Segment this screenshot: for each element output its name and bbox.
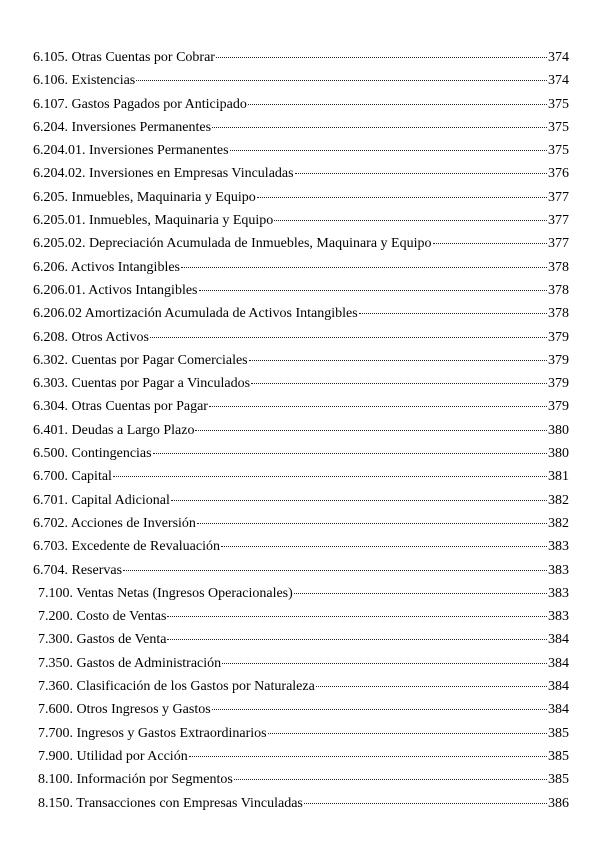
toc-entry-number: 6.703. xyxy=(33,539,68,555)
toc-entry-page: 384 xyxy=(548,679,569,695)
toc-entry xyxy=(33,395,569,418)
toc-entry-title xyxy=(33,419,194,442)
toc-entry-text: Capital Adicional xyxy=(71,492,170,508)
toc-entry-number: 8.100. xyxy=(38,772,73,788)
dot-leader xyxy=(209,406,547,407)
toc-entry-number: 6.106. xyxy=(33,73,68,89)
toc-entry xyxy=(33,116,569,139)
dot-leader xyxy=(304,803,547,804)
toc-entry xyxy=(33,628,569,651)
toc-entry xyxy=(33,209,569,232)
toc-entry xyxy=(33,232,569,255)
toc-entry-text: Inmuebles, Maquinaria y Equipo xyxy=(89,213,274,229)
toc-entry-text: Reservas xyxy=(71,562,123,578)
toc-entry xyxy=(33,302,569,325)
toc-entry-number: 7.300. xyxy=(38,632,73,648)
dot-leader xyxy=(150,337,547,338)
toc-entry-title xyxy=(38,605,166,628)
dot-leader xyxy=(216,57,547,58)
toc-entry-title xyxy=(33,489,170,512)
toc-entry xyxy=(33,139,569,162)
toc-entry xyxy=(33,698,569,721)
table-of-contents xyxy=(33,46,569,815)
toc-entry-page: 378 xyxy=(548,259,569,275)
toc-entry-title xyxy=(33,93,247,116)
toc-entry xyxy=(33,745,569,768)
toc-entry-number: 6.700. xyxy=(33,469,68,485)
toc-entry xyxy=(33,535,569,558)
dot-leader xyxy=(189,756,547,757)
toc-entry-number: 6.205.01. xyxy=(33,213,86,229)
toc-entry-page: 385 xyxy=(548,725,569,741)
toc-entry-text: Otros Ingresos y Gastos xyxy=(76,702,211,718)
toc-entry xyxy=(33,162,569,185)
toc-entry-title xyxy=(33,46,215,69)
toc-entry-page: 385 xyxy=(548,748,569,764)
toc-entry-title xyxy=(38,792,303,815)
toc-entry-text: Capital xyxy=(71,469,112,485)
toc-entry xyxy=(33,465,569,488)
toc-entry-title xyxy=(33,139,229,162)
toc-entry-text: Costo de Ventas xyxy=(76,609,167,625)
dot-leader xyxy=(274,220,547,221)
toc-entry-page: 386 xyxy=(548,795,569,811)
toc-entry xyxy=(33,768,569,791)
dot-leader xyxy=(234,779,547,780)
toc-entry-number: 6.107. xyxy=(33,96,68,112)
toc-entry-page: 379 xyxy=(548,329,569,345)
toc-entry-text: Existencias xyxy=(71,73,136,89)
toc-entry-title xyxy=(33,535,220,558)
toc-entry-number: 6.205.02. xyxy=(33,236,86,252)
toc-entry-title xyxy=(33,559,122,582)
dot-leader xyxy=(123,570,547,571)
toc-entry-page: 383 xyxy=(548,539,569,555)
dot-leader xyxy=(251,383,547,384)
toc-entry-text: Acciones de Inversión xyxy=(70,515,196,531)
toc-entry-text: Amortización Acumulada de Activos Intangibles xyxy=(84,306,358,322)
toc-entry-text: Inversiones Permanentes xyxy=(71,119,212,135)
toc-entry-text: Activos Intangibles xyxy=(88,282,198,298)
dot-leader xyxy=(295,173,547,174)
toc-entry-page: 383 xyxy=(548,562,569,578)
toc-entry-text: Gastos de Venta xyxy=(76,632,167,648)
toc-entry-text: Depreciación Acumulada de Inmuebles, Maquinara y Equipo xyxy=(89,236,432,252)
toc-entry-text: Cuentas por Pagar a Vinculados xyxy=(71,376,251,392)
toc-entry-number: 7.200. xyxy=(38,609,73,625)
toc-entry-title xyxy=(38,722,267,745)
toc-entry-text: Excedente de Revaluación xyxy=(71,539,220,555)
toc-entry xyxy=(33,792,569,815)
toc-entry-text: Inversiones en Empresas Vinculadas xyxy=(89,166,294,182)
toc-entry-page: 378 xyxy=(548,282,569,298)
toc-entry-page: 376 xyxy=(548,166,569,182)
toc-entry-number: 7.900. xyxy=(38,748,73,764)
toc-entry xyxy=(33,559,569,582)
toc-entry xyxy=(33,256,569,279)
toc-entry-page: 374 xyxy=(548,73,569,89)
toc-entry-title xyxy=(33,256,180,279)
dot-leader xyxy=(268,733,547,734)
toc-entry-text: Gastos Pagados por Anticipado xyxy=(71,96,247,112)
dot-leader xyxy=(113,476,547,477)
dot-leader xyxy=(230,150,547,151)
toc-entry-text: Transacciones con Empresas Vinculadas xyxy=(76,795,303,811)
toc-entry-text: Ventas Netas (Ingresos Operacionales) xyxy=(76,585,293,601)
toc-entry-number: 6.704. xyxy=(33,562,68,578)
toc-entry xyxy=(33,419,569,442)
toc-entry-number: 6.206.01. xyxy=(33,282,86,298)
toc-entry-number: 6.206.02 xyxy=(33,306,82,322)
toc-entry-number: 6.303. xyxy=(33,376,68,392)
dot-leader xyxy=(221,546,547,547)
toc-entry-title xyxy=(33,232,432,255)
dot-leader xyxy=(249,360,547,361)
toc-entry xyxy=(33,186,569,209)
toc-entry-title xyxy=(38,698,211,721)
toc-entry-text: Ingresos y Gastos Extraordinarios xyxy=(76,725,267,741)
toc-entry-number: 6.401. xyxy=(33,422,68,438)
toc-entry-number: 6.702. xyxy=(33,515,68,531)
toc-entry-page: 374 xyxy=(548,50,569,65)
toc-entry-text: Contingencias xyxy=(71,446,152,462)
toc-entry-page: 379 xyxy=(548,376,569,392)
toc-entry-text: Deudas a Largo Plazo xyxy=(71,422,195,438)
toc-entry-number: 8.150. xyxy=(38,795,73,811)
toc-entry-title xyxy=(33,395,208,418)
dot-leader xyxy=(195,430,547,431)
toc-entry-page: 377 xyxy=(548,213,569,229)
toc-entry-number: 7.350. xyxy=(38,655,73,671)
toc-entry xyxy=(33,372,569,395)
dot-leader xyxy=(167,639,547,640)
toc-entry-number: 6.105. xyxy=(33,50,68,65)
toc-entry-page: 375 xyxy=(548,119,569,135)
toc-entry xyxy=(33,46,569,69)
dot-leader xyxy=(199,290,548,291)
toc-entry-page: 378 xyxy=(548,306,569,322)
toc-entry-number: 7.100. xyxy=(38,585,73,601)
toc-entry-text: Información por Segmentos xyxy=(76,772,233,788)
toc-entry-page: 379 xyxy=(548,399,569,415)
toc-entry-page: 377 xyxy=(548,236,569,252)
dot-leader xyxy=(212,127,547,128)
toc-entry-title xyxy=(33,349,248,372)
toc-entry-title xyxy=(38,768,233,791)
toc-entry-title xyxy=(33,116,211,139)
toc-entry-number: 6.208. xyxy=(33,329,68,345)
toc-entry-page: 385 xyxy=(548,772,569,788)
toc-entry-text: Utilidad por Acción xyxy=(76,748,188,764)
toc-entry-title xyxy=(38,652,221,675)
toc-entry-page: 380 xyxy=(548,446,569,462)
dot-leader xyxy=(171,500,547,501)
dot-leader xyxy=(222,663,547,664)
toc-entry-title xyxy=(38,745,188,768)
toc-entry-number: 7.600. xyxy=(38,702,73,718)
toc-entry-number: 6.302. xyxy=(33,352,68,368)
toc-entry-title xyxy=(33,69,135,92)
toc-entry xyxy=(33,349,569,372)
dot-leader xyxy=(136,80,547,81)
dot-leader xyxy=(248,104,547,105)
toc-entry-page: 381 xyxy=(548,469,569,485)
toc-entry-page: 384 xyxy=(548,632,569,648)
toc-entry-page: 384 xyxy=(548,655,569,671)
toc-entry-title xyxy=(33,162,294,185)
toc-entry-number: 6.204.01. xyxy=(33,143,86,159)
toc-entry xyxy=(33,326,569,349)
toc-entry-title xyxy=(33,442,152,465)
toc-entry-title xyxy=(33,279,198,302)
toc-entry-text: Otras Cuentas por Pagar xyxy=(71,399,208,415)
toc-entry xyxy=(33,582,569,605)
toc-entry-title xyxy=(38,628,166,651)
dot-leader xyxy=(316,686,547,687)
dot-leader xyxy=(197,523,547,524)
toc-entry-page: 383 xyxy=(548,585,569,601)
toc-entry xyxy=(33,279,569,302)
toc-entry-page: 382 xyxy=(548,515,569,531)
toc-entry-page: 384 xyxy=(548,702,569,718)
toc-entry-title xyxy=(33,186,256,209)
toc-entry xyxy=(33,722,569,745)
toc-entry-text: Otras Cuentas por Cobrar xyxy=(71,50,215,65)
dot-leader xyxy=(212,709,547,710)
toc-entry xyxy=(33,489,569,512)
toc-entry xyxy=(33,605,569,628)
dot-leader xyxy=(257,197,547,198)
toc-entry-title xyxy=(33,209,273,232)
toc-entry-page: 375 xyxy=(548,143,569,159)
dot-leader xyxy=(433,243,548,244)
dot-leader xyxy=(167,616,547,617)
dot-leader xyxy=(153,453,547,454)
toc-entry-text: Clasificación de los Gastos por Naturaleza xyxy=(76,679,315,695)
toc-entry-number: 6.204. xyxy=(33,119,68,135)
toc-entry-number: 6.206. xyxy=(33,259,68,275)
toc-entry xyxy=(33,442,569,465)
toc-entry-text: Otros Activos xyxy=(71,329,149,345)
dot-leader xyxy=(359,313,547,314)
toc-entry xyxy=(33,93,569,116)
toc-entry-number: 6.204.02. xyxy=(33,166,86,182)
toc-entry-text: Inversiones Permanentes xyxy=(89,143,229,159)
toc-entry xyxy=(33,69,569,92)
dot-leader xyxy=(181,267,547,268)
toc-entry xyxy=(33,512,569,535)
toc-entry-page: 377 xyxy=(548,189,569,205)
toc-entry-text: Cuentas por Pagar Comerciales xyxy=(71,352,248,368)
toc-entry-number: 6.500. xyxy=(33,446,68,462)
toc-entry-text: Inmuebles, Maquinaria y Equipo xyxy=(71,189,256,205)
toc-entry-title xyxy=(33,372,250,395)
toc-entry-page: 379 xyxy=(548,352,569,368)
toc-entry-text: Gastos de Administración xyxy=(76,655,222,671)
toc-entry-title xyxy=(33,465,112,488)
toc-entry-number: 7.360. xyxy=(38,679,73,695)
toc-entry-number: 6.205. xyxy=(33,189,68,205)
toc-entry-title xyxy=(38,582,293,605)
toc-entry xyxy=(33,652,569,675)
toc-entry-title xyxy=(38,675,315,698)
toc-entry-title xyxy=(33,302,358,325)
toc-entry-title xyxy=(33,512,196,535)
toc-entry-number: 6.304. xyxy=(33,399,68,415)
toc-entry-page: 383 xyxy=(548,609,569,625)
toc-entry-number: 6.701. xyxy=(33,492,68,508)
toc-entry-title xyxy=(33,326,149,349)
toc-entry-page: 382 xyxy=(548,492,569,508)
toc-entry-text: Activos Intangibles xyxy=(70,259,180,275)
toc-entry-page: 375 xyxy=(548,96,569,112)
toc-entry xyxy=(33,675,569,698)
toc-entry-number: 7.700. xyxy=(38,725,73,741)
dot-leader xyxy=(294,593,547,594)
toc-entry-page: 380 xyxy=(548,422,569,438)
